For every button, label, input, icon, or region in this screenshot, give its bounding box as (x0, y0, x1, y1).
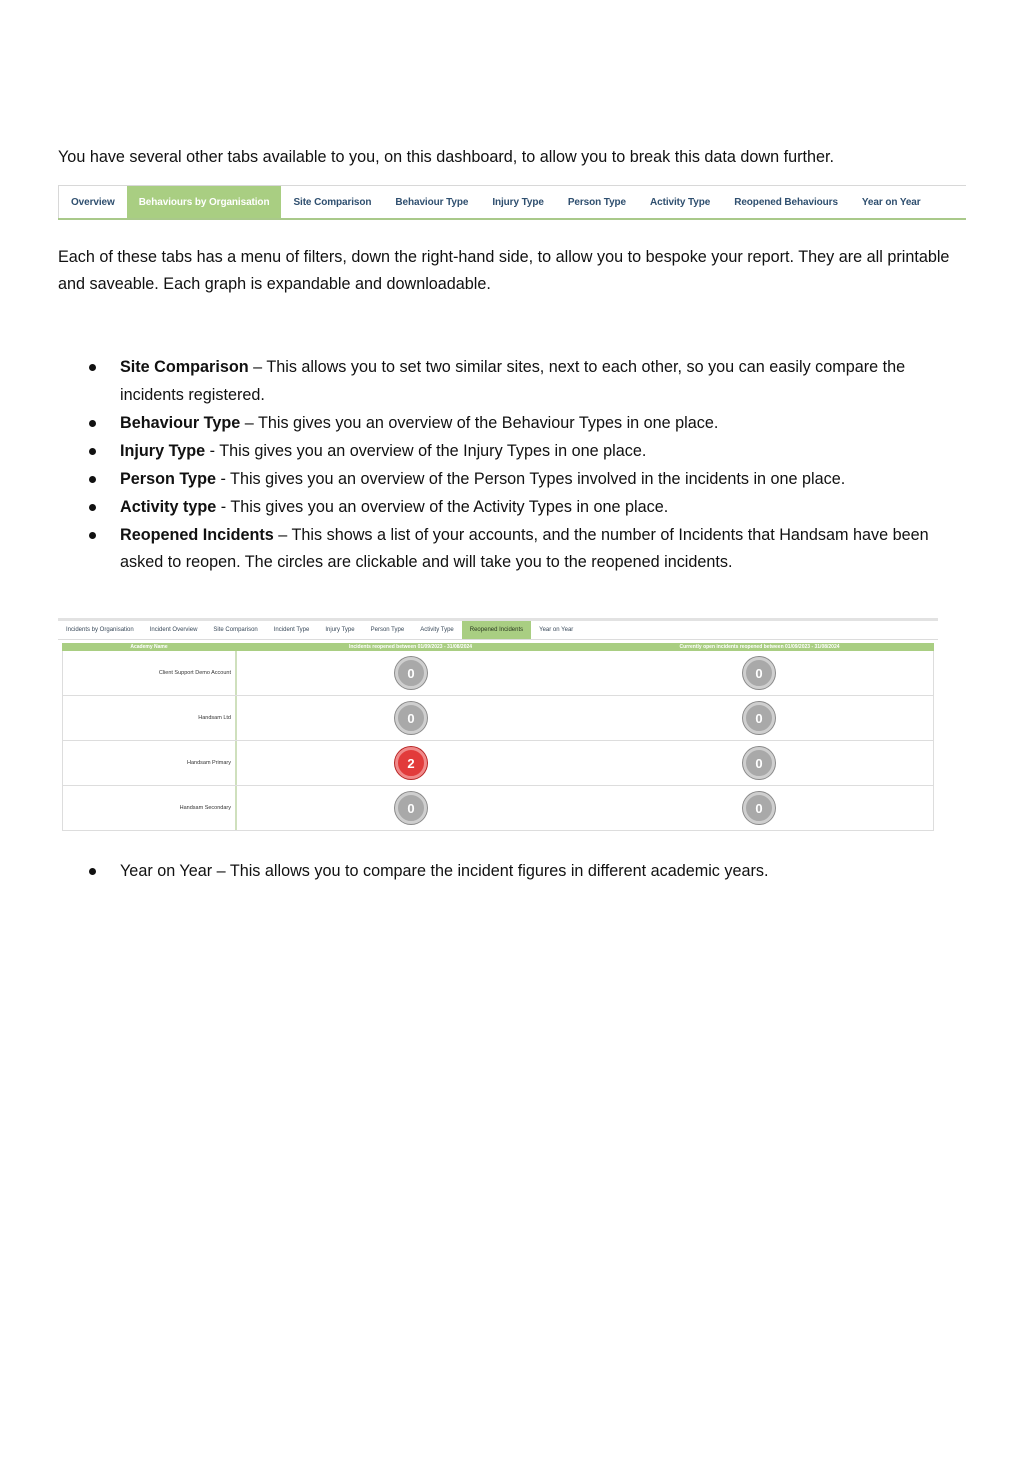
bullet-icon (89, 364, 96, 371)
tab-reopened-incidents[interactable]: Reopened Incidents (462, 621, 531, 639)
header-academy-name: Academy Name (130, 644, 168, 650)
tab-incident-type[interactable]: Incident Type (273, 627, 310, 633)
bullet-term: Reopened Incidents (120, 525, 274, 544)
bullet-term: Injury Type (120, 441, 206, 460)
tab-behaviours-by-organisation[interactable]: Behaviours by Organisation (127, 186, 282, 218)
bullet-icon (89, 420, 96, 427)
tab-activity-type[interactable]: Activity Type (650, 196, 711, 208)
reopened-cell (237, 741, 585, 785)
bullet-text: – This gives you an overview of the Behaviour Types in one place. (240, 413, 719, 432)
year-on-year-list (58, 858, 968, 886)
open-count-circle[interactable]: 0 (743, 702, 775, 734)
reopened-cell (237, 786, 585, 830)
table-row (62, 651, 934, 696)
list-item (58, 858, 968, 886)
filters-paragraph: Each of these tabs has a menu of filters, down the right-hand side, to allow you to bespoke your report. They are all printable and saveable. Each graph is expandable and downloadable. (58, 248, 950, 293)
year-on-year-text: Year on Year – This allows you to compare the incident figures in different academic years. (120, 862, 769, 880)
tab-reopened-behaviours[interactable]: Reopened Behaviours (734, 196, 838, 208)
tab-site-comparison[interactable]: Site Comparison (293, 196, 372, 208)
reopened-count-circle[interactable]: 2 (395, 747, 427, 779)
bullet-icon (89, 532, 96, 539)
list-item (58, 410, 968, 438)
reopened-incidents-table (62, 643, 934, 831)
tab-site-comparison[interactable]: Site Comparison (213, 627, 258, 633)
open-cell (585, 741, 933, 785)
bullet-icon (89, 868, 96, 875)
list-item (58, 466, 968, 494)
open-cell (585, 651, 933, 695)
reopened-count-circle[interactable]: 0 (395, 792, 427, 824)
list-item (58, 354, 968, 409)
academy-name-cell: Handsam Primary (63, 741, 237, 785)
bullet-icon (89, 448, 96, 455)
reopened-cell (237, 651, 585, 695)
tab-year-on-year[interactable]: Year on Year (539, 627, 574, 633)
reopened-count-circle[interactable]: 0 (395, 702, 427, 734)
header-currently-open: Currently open incidents reopened between 01/09/2023 - 31/08/2024 (679, 644, 840, 650)
tab-year-on-year[interactable]: Year on Year (861, 196, 921, 208)
bullet-text: – This allows you to set two similar sites, next to each other, so you can easily compare the incidents registered. (120, 358, 906, 404)
open-count-circle[interactable]: 0 (743, 792, 775, 824)
table-row (62, 741, 934, 786)
bullet-icon (89, 476, 96, 483)
reopened-cell (237, 696, 585, 740)
table-row (62, 696, 934, 741)
list-item (58, 438, 968, 466)
tab-person-type[interactable]: Person Type (370, 627, 405, 633)
reopened-count-circle[interactable]: 0 (395, 657, 427, 689)
tab-descriptions-list (58, 354, 968, 577)
academy-name-cell: Client Support Demo Account (63, 651, 237, 695)
bullet-text: - This gives you an overview of the Activity Types in one place. (216, 497, 669, 516)
bullet-text: - This gives you an overview of the Person Types involved in the incidents in one place. (215, 469, 846, 488)
reopened-tab-strip (58, 618, 938, 640)
header-incidents-reopened: Incidents reopened between 01/09/2023 - 31/08/2024 (348, 644, 473, 650)
bullet-icon (89, 504, 96, 511)
tab-incidents-by-organisation[interactable]: Incidents by Organisation (66, 627, 134, 633)
table-row (62, 786, 934, 831)
open-cell (585, 786, 933, 830)
bullet-term: Activity type (120, 497, 217, 516)
tab-overview[interactable]: Overview (58, 186, 127, 218)
intro-paragraph: You have several other tabs available to you, on this dashboard, to allow you to break this data down further. (58, 148, 834, 166)
bullet-term: Behaviour Type (120, 413, 241, 432)
tab-person-type[interactable]: Person Type (567, 196, 627, 208)
table-header (62, 643, 934, 651)
tab-injury-type[interactable]: Injury Type (325, 627, 355, 633)
tab-behaviour-type[interactable]: Behaviour Type (395, 196, 469, 208)
academy-name-cell: Handsam Ltd (63, 696, 237, 740)
bullet-text: – This shows a list of your accounts, and the number of Incidents that Handsam have been asked to reopen. The circles are clickable and will take you to the reopened incidents. (120, 525, 929, 571)
open-count-circle[interactable]: 0 (743, 657, 775, 689)
bullet-term: Site Comparison (120, 358, 249, 376)
tab-injury-type[interactable]: Injury Type (492, 196, 544, 208)
bullet-term: Person Type (120, 469, 216, 488)
tab-incident-overview[interactable]: Incident Overview (149, 627, 198, 633)
academy-name-cell: Handsam Secondary (63, 786, 237, 830)
reopened-incidents-screenshot (58, 618, 938, 834)
bullet-text: - This gives you an overview of the Injury Types in one place. (205, 441, 647, 460)
open-count-circle[interactable]: 0 (743, 747, 775, 779)
list-item (58, 522, 968, 577)
open-cell (585, 696, 933, 740)
dashboard-tab-strip (58, 185, 966, 220)
list-item (58, 494, 968, 522)
tab-activity-type[interactable]: Activity Type (420, 627, 454, 633)
